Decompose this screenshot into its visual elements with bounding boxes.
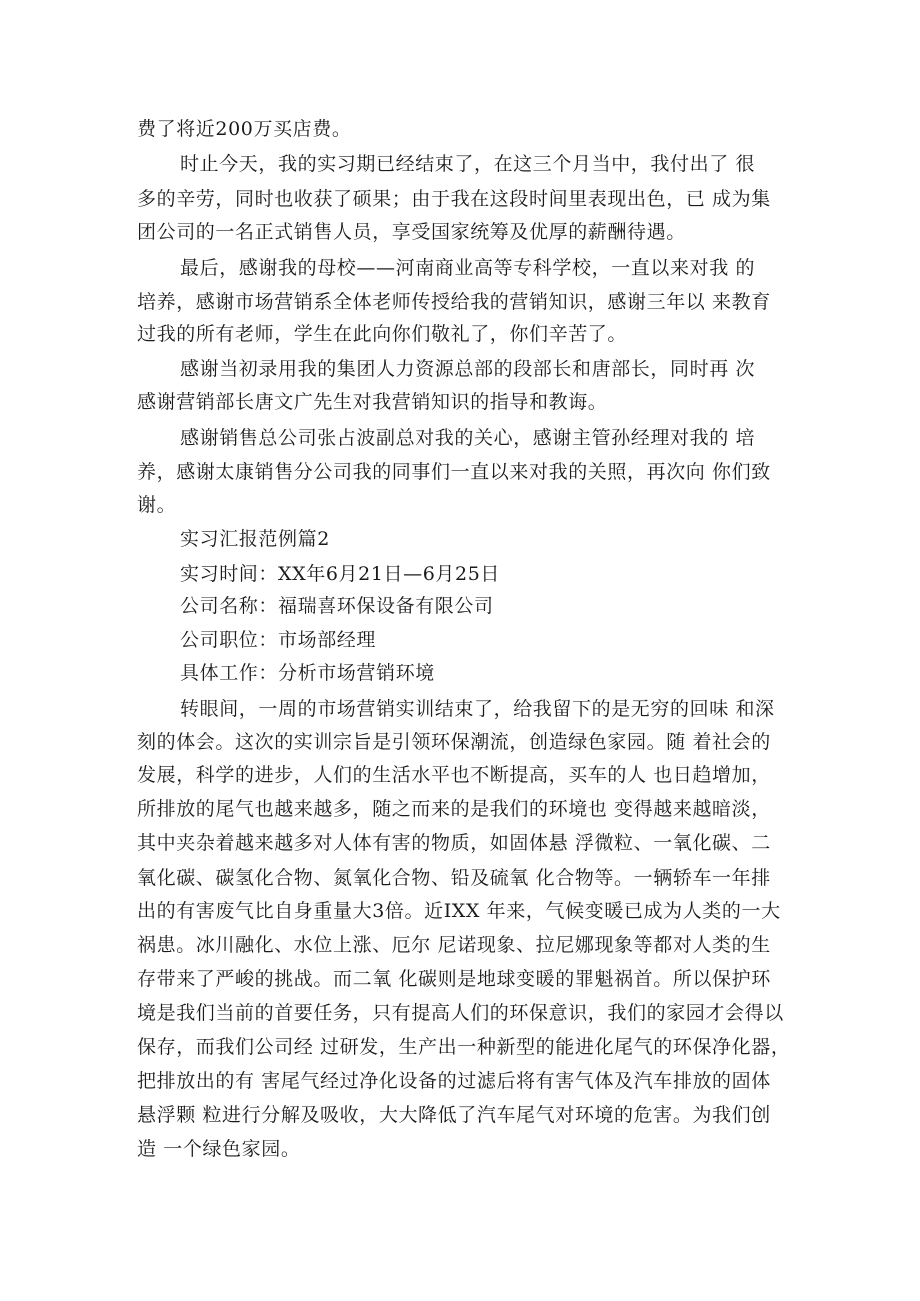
text-line: 造 一个绿色家园。 [137, 1138, 301, 1160]
text-line: 其中夹杂着越来越多对人体有害的物质，如固体悬 浮微粒、一氧化碳、二 [137, 832, 771, 854]
text-line: 祸患。冰川融化、水位上涨、厄尔 尼诺现象、拉尼娜现象等都对人类的生 [137, 934, 771, 956]
paragraph-start: 感谢当初录用我的集团人力资源总部的段部长和唐部长，同时再 次 [180, 358, 756, 380]
text-line: 过我的所有老师，学生在此向你们敬礼了，你们辛苦了。 [137, 323, 628, 345]
section-heading: 实习汇报范例篇2 [180, 528, 330, 550]
paragraph-start: 感谢销售总公司张占波副总对我的关心，感谢主管孙经理对我的 培 [180, 427, 756, 449]
info-line-time: 实习时间：XX年6月21日—6月25日 [180, 563, 500, 585]
info-line-work: 具体工作：分析市场营销环境 [180, 662, 435, 684]
paragraph-start: 最后，感谢我的母校——河南商业高等专科学校，一直以来对我 的 [180, 257, 756, 279]
text-line: 所排放的尾气也越来越多，随之而来的是我们的环境也 变得越来越暗淡， [137, 798, 771, 820]
paragraph-start: 时止今天，我的实习期已经结束了，在这三个月当中，我付出了 很 [180, 153, 756, 175]
text-line: 培养，感谢市场营销系全体老师传授给我的营销知识，感谢三年以 来教育 [137, 291, 771, 313]
text-line: 养，感谢太康销售分公司我的同事们一直以来对我的关照，再次向 你们致 [137, 461, 771, 483]
text-line: 感谢营销部长唐文广先生对我营销知识的指导和教诲。 [137, 391, 608, 413]
text-line: 氧化碳、碳氢化合物、氮氧化合物、铅及硫氧 化合物等。一辆轿车一年排 [137, 867, 771, 889]
info-line-company: 公司名称：福瑞喜环保设备有限公司 [180, 595, 494, 617]
text-line: 发展，科学的进步，人们的生活水平也不断提高，买车的人 也日趋增加， [137, 764, 771, 786]
text-line: 境是我们当前的首要任务，只有提高人们的环保意识，我们的家园才会得以 [137, 1002, 784, 1024]
paragraph-start: 转眼间，一周的市场营销实训结束了，给我留下的是无穷的回味 和深 [180, 698, 775, 720]
text-line: 多的辛劳，同时也收获了硕果；由于我在这段时间里表现出色，已 成为集 [137, 188, 771, 210]
info-line-position: 公司职位：市场部经理 [180, 629, 377, 651]
text-line: 出的有害废气比自身重量大3倍。近IXX 年来，气候变暖已成为人类的一大 [137, 900, 781, 922]
text-line: 悬浮颗 粒进行分解及吸收，大大降低了汽车尾气对环境的危害。为我们创 [137, 1104, 771, 1126]
text-line: 费了将近200万买店费。 [137, 118, 352, 140]
text-line: 把排放出的有 害尾气经过净化设备的过滤后将有害气体及汽车排放的固体 [137, 1070, 771, 1092]
text-line: 刻的体会。这次的实训宗旨是引领环保潮流，创造绿色家园。随 着社会的 [137, 731, 771, 753]
text-line: 保存，而我们公司经 过研发，生产出一种新型的能进化尾气的环保净化器， [137, 1036, 791, 1058]
text-line: 存带来了严峻的挑战。而二氧 化碳则是地球变暖的罪魁祸首。所以保护环 [137, 968, 771, 990]
text-line: 谢。 [137, 494, 177, 516]
text-line: 团公司的一名正式销售人员，享受国家统筹及优厚的薪酬待遇。 [137, 221, 686, 243]
